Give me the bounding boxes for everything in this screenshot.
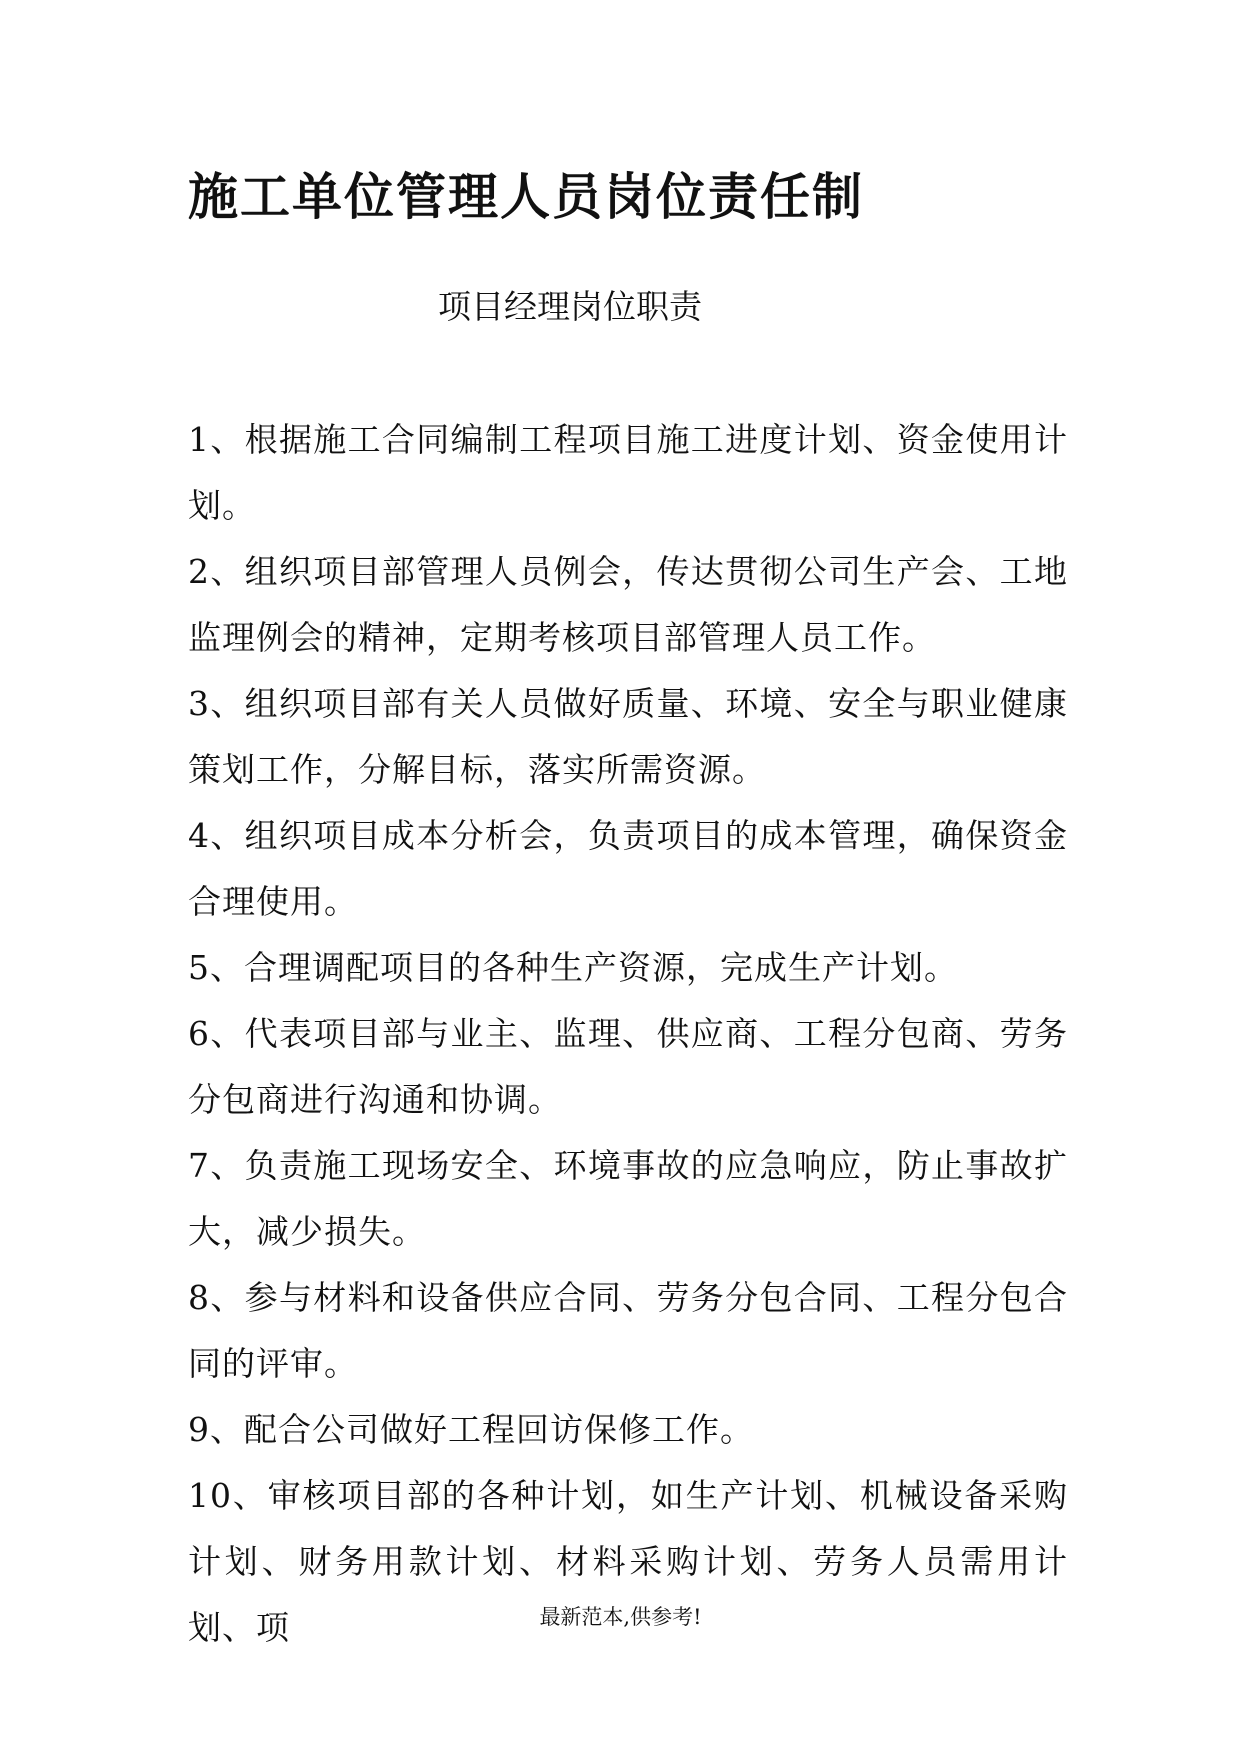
list-item: 1、根据施工合同编制工程项目施工进度计划、资金使用计划。	[188, 420, 1068, 525]
list-item: 3、组织项目部有关人员做好质量、环境、安全与职业健康策划工作，分解目标，落实所需资源。	[188, 684, 1068, 789]
list-item: 6、代表项目部与业主、监理、供应商、工程分包商、劳务分包商进行沟通和协调。	[188, 1014, 1068, 1119]
list-item: 9、配合公司做好工程回访保修工作。	[188, 1410, 754, 1449]
list-item: 7、负责施工现场安全、环境事故的应急响应，防止事故扩大，减少损失。	[188, 1146, 1068, 1251]
list-item: 8、参与材料和设备供应合同、劳务分包合同、工程分包合同的评审。	[188, 1278, 1068, 1383]
list-item: 2、组织项目部管理人员例会，传达贯彻公司生产会、工地监理例会的精神，定期考核项目部管理人员工作。	[188, 552, 1068, 657]
section-heading: 项目经理岗位职责	[438, 287, 702, 326]
list-item: 5、合理调配项目的各种生产资源，完成生产计划。	[188, 948, 958, 987]
list-item: 10、审核项目部的各种计划，如生产计划、机械设备采购计划、财务用款计划、材料采购计划、劳务人员需用计划、项	[188, 1476, 1068, 1647]
page-footer: 最新范本,供参考!	[539, 1605, 702, 1629]
list-item: 4、组织项目成本分析会，负责项目的成本管理，确保资金合理使用。	[188, 816, 1068, 921]
responsibility-list	[188, 407, 1068, 1661]
document-title: 施工单位管理人员岗位责任制	[188, 168, 864, 226]
